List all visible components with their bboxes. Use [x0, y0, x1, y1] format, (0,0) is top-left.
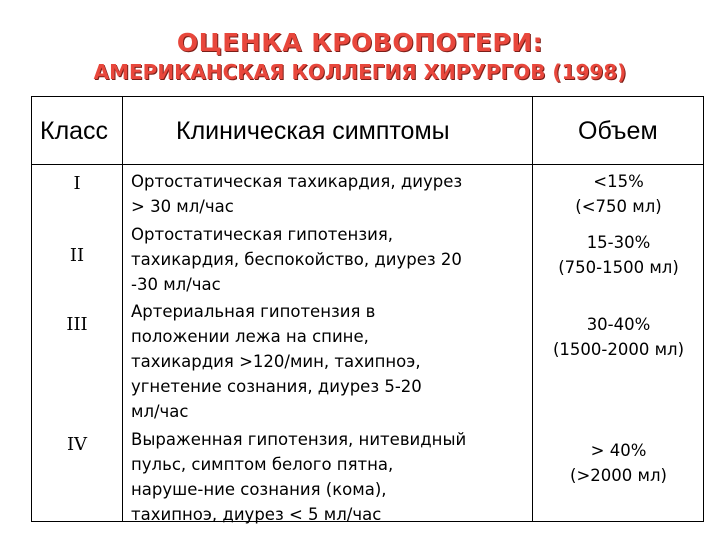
volume-ml: (1500-2000 мл)	[552, 340, 685, 359]
header-class: Класс	[40, 117, 109, 145]
volume-cell	[532, 169, 705, 219]
symptoms-cell	[131, 222, 531, 297]
symptoms-line: пульс, симптом белого пятна,	[131, 455, 394, 474]
volume-percent: <15%	[593, 172, 644, 191]
symptoms-cell	[131, 427, 531, 527]
volume-percent: > 40%	[590, 441, 647, 460]
volume-ml: (<750 мл)	[575, 197, 662, 216]
volume-ml: (>2000 мл)	[570, 466, 667, 485]
symptoms-line: наруше-ние сознания (кома),	[131, 480, 387, 499]
symptoms-line: тахипноэ, диурез < 5 мл/час	[131, 505, 382, 524]
class-cell: II	[69, 245, 85, 266]
symptoms-line: -30 мл/час	[131, 275, 221, 294]
header-symptoms: Клиническая симптомы	[176, 117, 450, 145]
header-volume: Объем	[578, 117, 658, 145]
volume-percent: 15-30%	[586, 233, 651, 252]
page-title: ОЦЕНКА КРОВОПОТЕРИ:	[176, 28, 544, 57]
symptoms-line: положении лежа на спине,	[131, 327, 369, 346]
volume-cell	[532, 230, 705, 280]
volume-ml: (750-1500 мл)	[558, 258, 679, 277]
column-divider	[122, 97, 123, 521]
blood-loss-table	[31, 96, 704, 522]
symptoms-cell	[131, 299, 531, 424]
volume-cell	[532, 438, 705, 488]
symptoms-line: тахикардия >120/мин, тахипноэ,	[131, 352, 421, 371]
symptoms-line: тахикардия, беспокойство, диурез 20	[131, 250, 462, 269]
symptoms-line: Ортостатическая гипотензия,	[131, 225, 394, 244]
volume-cell	[532, 312, 705, 362]
symptoms-line: угнетение сознания, диурез 5-20	[131, 377, 422, 396]
symptoms-line: мл/час	[131, 402, 189, 421]
class-cell: I	[73, 173, 81, 194]
symptoms-line: Выраженная гипотензия, нитевидный	[131, 430, 467, 449]
volume-percent: 30-40%	[586, 315, 651, 334]
class-cell: IV	[66, 434, 88, 455]
header-divider	[32, 164, 703, 165]
symptoms-line: Ортостатическая тахикардия, диурез	[131, 172, 463, 191]
page-subtitle: АМЕРИКАНСКАЯ КОЛЛЕГИЯ ХИРУРГОВ (1998)	[93, 60, 627, 84]
symptoms-line: Артериальная гипотензия в	[131, 302, 376, 321]
symptoms-line: > 30 мл/час	[131, 197, 234, 216]
symptoms-cell	[131, 169, 531, 219]
class-cell: III	[66, 314, 88, 335]
